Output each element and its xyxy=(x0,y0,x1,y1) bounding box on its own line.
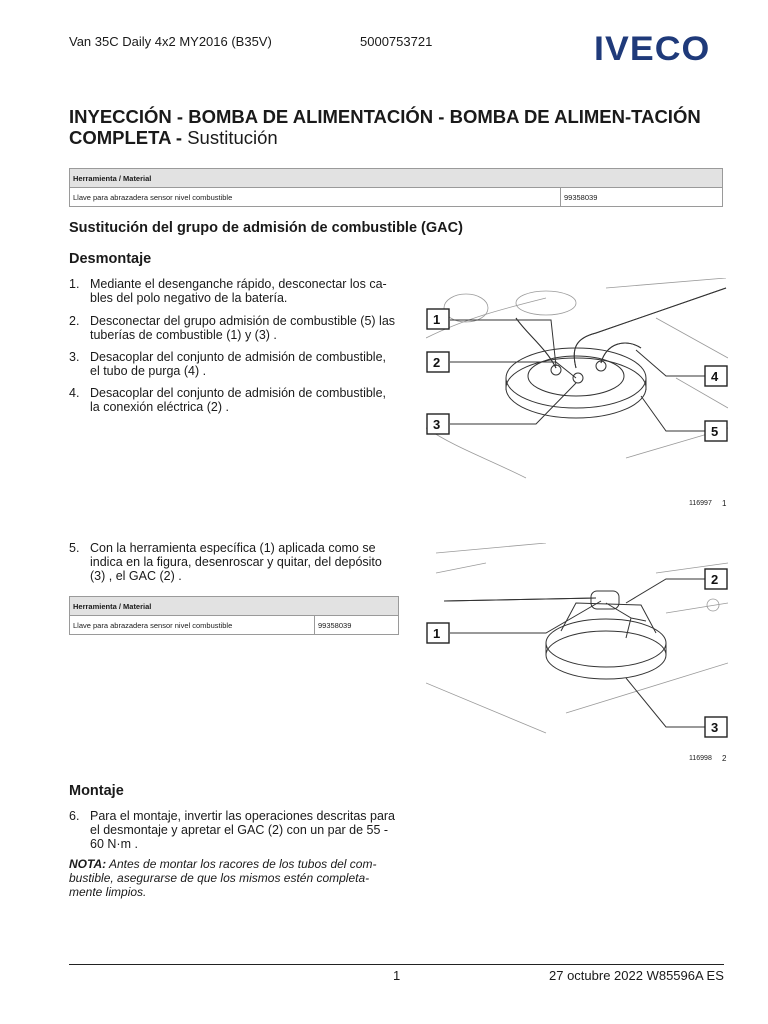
note-text: Antes de montar los racores de los tubos del com-bustible, asegurarse de que los mismos estén completa-mente limpios. xyxy=(69,857,377,899)
iveco-logo: IVECO xyxy=(594,30,711,68)
callout-2: 2 xyxy=(711,572,719,587)
tools-table-header: Herramienta / Material xyxy=(70,597,399,616)
callout-2: 2 xyxy=(433,355,441,370)
note-label: NOTA: xyxy=(69,857,107,871)
step-2 xyxy=(69,314,399,342)
step-number: 6. xyxy=(69,809,80,823)
figure-1-number: 1 xyxy=(722,499,727,508)
table-cell-code: 99358039 xyxy=(315,616,399,635)
figure-1-fuel-intake-group xyxy=(426,278,728,490)
step-text: Desconectar del grupo admisión de combustible (5) las tuberías de combustible (1) y (3) . xyxy=(90,314,396,342)
tools-table-1 xyxy=(69,168,723,207)
step-3 xyxy=(69,350,399,378)
callout-3: 3 xyxy=(711,720,719,735)
table-cell-code: 99358039 xyxy=(561,188,723,207)
section-heading: Sustitución del grupo de admisión de combustible (GAC) xyxy=(69,220,463,236)
step-text: Desacoplar del conjunto de admisión de combustible, la conexión eléctrica (2) . xyxy=(90,386,387,414)
page-number: 1 xyxy=(393,968,401,983)
step-number: 3. xyxy=(69,350,80,364)
header-model: Van 35C Daily 4x2 MY2016 (B35V) xyxy=(69,34,272,49)
table-row xyxy=(70,616,399,635)
step-text: Con la herramienta específica (1) aplicada como se indica en la figura, desenroscar y quitar, del depósito (3) , el GAC (2) . xyxy=(90,541,382,583)
header-doc-number: 5000753721 xyxy=(360,34,433,49)
figure-2-tool-applied xyxy=(426,543,728,745)
removal-heading: Desmontaje xyxy=(69,251,152,267)
step-6 xyxy=(69,809,399,851)
step-number: 4. xyxy=(69,386,80,400)
step-1 xyxy=(69,277,399,305)
step-text: Mediante el desenganche rápido, desconectar los ca-bles del polo negativo de la batería. xyxy=(90,277,387,305)
table-row xyxy=(70,188,723,207)
figure-1-id: 116997 xyxy=(689,500,712,507)
footer-date-ref: 27 octubre 2022 W85596A ES xyxy=(549,968,724,983)
footer-divider xyxy=(69,964,724,965)
callout-5: 5 xyxy=(711,424,719,439)
step-number: 5. xyxy=(69,541,80,555)
step-text: Desacoplar del conjunto de admisión de combustible, el tubo de purga (4) . xyxy=(90,350,387,378)
note xyxy=(69,857,399,899)
table-cell-description: Llave para abrazadera sensor nivel combustible xyxy=(70,188,561,207)
figure-2-id: 116998 xyxy=(689,755,712,762)
callout-4: 4 xyxy=(711,369,719,384)
step-text: Para el montaje, invertir las operaciones descritas para el desmontaje y apretar el GAC (2) con un par de 55 - 60 N·m . xyxy=(90,809,396,851)
callout-1: 1 xyxy=(433,626,441,641)
tools-table-header: Herramienta / Material xyxy=(70,169,723,188)
title-main: INYECCIÓN - BOMBA DE ALIMENTACIÓN - BOMBA DE ALIMEN-TACIÓN COMPLETA - xyxy=(69,106,701,148)
callout-3: 3 xyxy=(433,417,441,432)
step-4 xyxy=(69,386,399,414)
tools-table-2 xyxy=(69,596,399,635)
title-suffix: Sustitución xyxy=(187,127,278,148)
figure-2-number: 2 xyxy=(722,754,727,763)
table-cell-description: Llave para abrazadera sensor nivel combustible xyxy=(70,616,315,635)
page-title xyxy=(69,106,719,148)
step-number: 2. xyxy=(69,314,80,328)
callout-1: 1 xyxy=(433,312,441,327)
step-number: 1. xyxy=(69,277,80,291)
install-heading: Montaje xyxy=(69,783,124,799)
step-5 xyxy=(69,541,399,583)
